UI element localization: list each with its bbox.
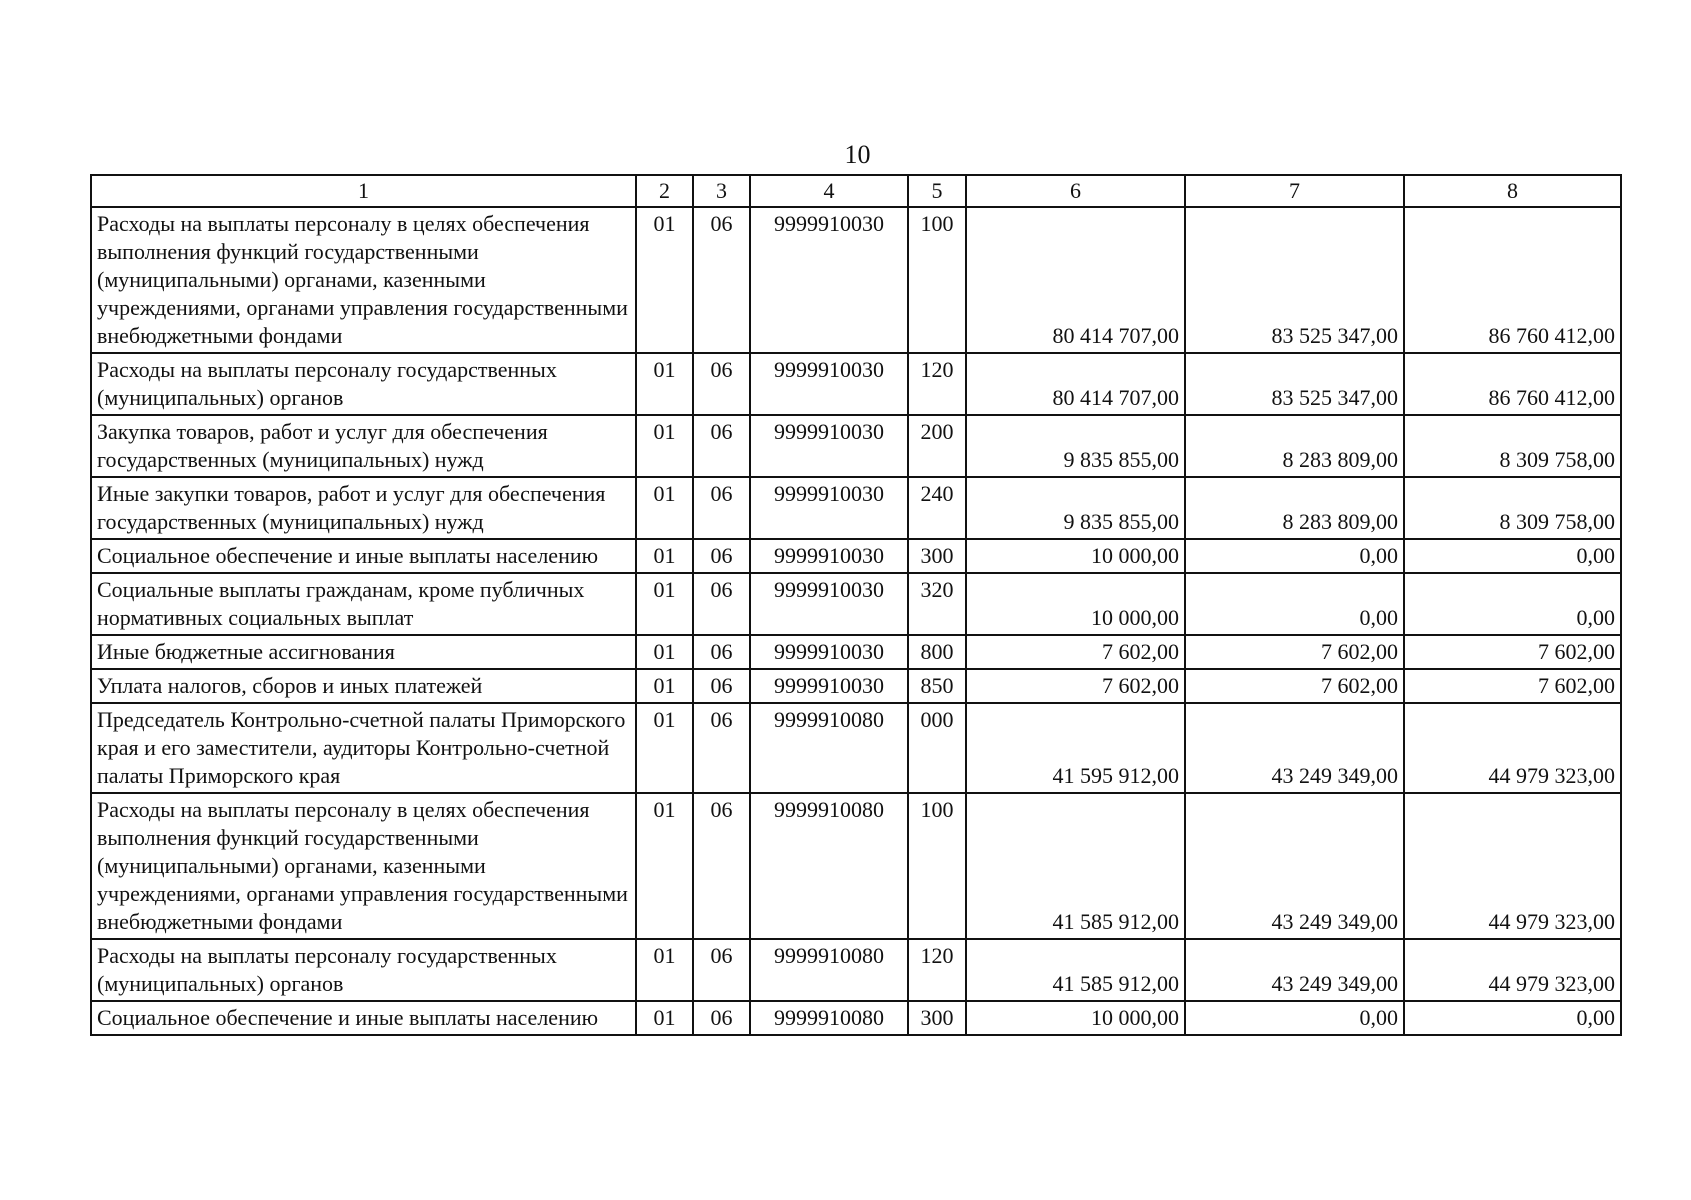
amount-col-6: 80 414 707,00 (966, 353, 1185, 415)
expense-name: Расходы на выплаты персоналу государственных (муниципальных) органов (91, 939, 636, 1001)
amount-col-8: 0,00 (1404, 573, 1621, 635)
expense-type-code: 300 (908, 539, 966, 573)
amount-col-8: 7 602,00 (1404, 669, 1621, 703)
amount-col-8: 44 979 323,00 (1404, 793, 1621, 939)
subsection-code: 06 (693, 669, 750, 703)
table-row (91, 1001, 1621, 1035)
amount-col-8: 44 979 323,00 (1404, 939, 1621, 1001)
table-header (91, 175, 1621, 207)
expense-type-code: 100 (908, 793, 966, 939)
section-code: 01 (636, 1001, 693, 1035)
amount-col-8: 0,00 (1404, 1001, 1621, 1035)
amount-col-8: 7 602,00 (1404, 635, 1621, 669)
column-header: 7 (1185, 175, 1404, 207)
subsection-code: 06 (693, 353, 750, 415)
target-article-code: 9999910080 (750, 793, 908, 939)
table-row (91, 635, 1621, 669)
expense-name: Расходы на выплаты персоналу в целях обеспечения выполнения функций государственными (муниципальными) органами, казенными учреждениями, органами управления государственными внебюджетными фондами (91, 207, 636, 353)
expense-type-code: 120 (908, 353, 966, 415)
amount-col-6: 7 602,00 (966, 635, 1185, 669)
section-code: 01 (636, 669, 693, 703)
section-code: 01 (636, 415, 693, 477)
expense-name: Закупка товаров, работ и услуг для обеспечения государственных (муниципальных) нужд (91, 415, 636, 477)
table-row (91, 353, 1621, 415)
amount-col-7: 83 525 347,00 (1185, 353, 1404, 415)
section-code: 01 (636, 539, 693, 573)
expense-type-code: 000 (908, 703, 966, 793)
expense-name: Социальные выплаты гражданам, кроме публичных нормативных социальных выплат (91, 573, 636, 635)
amount-col-7: 0,00 (1185, 539, 1404, 573)
expense-name: Социальное обеспечение и иные выплаты населению (91, 1001, 636, 1035)
section-code: 01 (636, 573, 693, 635)
section-code: 01 (636, 477, 693, 539)
target-article-code: 9999910080 (750, 1001, 908, 1035)
expense-name: Иные бюджетные ассигнования (91, 635, 636, 669)
expense-name: Председатель Контрольно-счетной палаты Приморского края и его заместители, аудиторы Контрольно-счетной палаты Приморского края (91, 703, 636, 793)
amount-col-7: 43 249 349,00 (1185, 939, 1404, 1001)
subsection-code: 06 (693, 635, 750, 669)
target-article-code: 9999910030 (750, 635, 908, 669)
amount-col-8: 86 760 412,00 (1404, 207, 1621, 353)
column-number-row (91, 175, 1621, 207)
subsection-code: 06 (693, 793, 750, 939)
amount-col-6: 10 000,00 (966, 1001, 1185, 1035)
target-article-code: 9999910030 (750, 415, 908, 477)
expense-type-code: 300 (908, 1001, 966, 1035)
target-article-code: 9999910030 (750, 669, 908, 703)
subsection-code: 06 (693, 939, 750, 1001)
amount-col-8: 86 760 412,00 (1404, 353, 1621, 415)
amount-col-7: 43 249 349,00 (1185, 703, 1404, 793)
section-code: 01 (636, 939, 693, 1001)
amount-col-8: 0,00 (1404, 539, 1621, 573)
table-row (91, 415, 1621, 477)
expense-type-code: 120 (908, 939, 966, 1001)
subsection-code: 06 (693, 573, 750, 635)
table-row (91, 703, 1621, 793)
amount-col-7: 7 602,00 (1185, 669, 1404, 703)
expense-type-code: 200 (908, 415, 966, 477)
amount-col-6: 9 835 855,00 (966, 477, 1185, 539)
amount-col-7: 0,00 (1185, 1001, 1404, 1035)
table-row (91, 669, 1621, 703)
amount-col-7: 83 525 347,00 (1185, 207, 1404, 353)
amount-col-8: 8 309 758,00 (1404, 477, 1621, 539)
column-header: 6 (966, 175, 1185, 207)
expense-name: Расходы на выплаты персоналу государственных (муниципальных) органов (91, 353, 636, 415)
expense-type-code: 100 (908, 207, 966, 353)
section-code: 01 (636, 793, 693, 939)
subsection-code: 06 (693, 207, 750, 353)
target-article-code: 9999910030 (750, 573, 908, 635)
column-header: 8 (1404, 175, 1621, 207)
expense-type-code: 850 (908, 669, 966, 703)
expense-type-code: 800 (908, 635, 966, 669)
table-body (91, 207, 1621, 1035)
table-row (91, 573, 1621, 635)
column-header: 4 (750, 175, 908, 207)
amount-col-6: 41 585 912,00 (966, 793, 1185, 939)
amount-col-6: 41 585 912,00 (966, 939, 1185, 1001)
expense-type-code: 240 (908, 477, 966, 539)
subsection-code: 06 (693, 703, 750, 793)
target-article-code: 9999910030 (750, 477, 908, 539)
expense-name: Расходы на выплаты персоналу в целях обеспечения выполнения функций государственными (муниципальными) органами, казенными учреждениями, органами управления государственными внебюджетными фондами (91, 793, 636, 939)
amount-col-7: 43 249 349,00 (1185, 793, 1404, 939)
amount-col-6: 10 000,00 (966, 539, 1185, 573)
table-row (91, 539, 1621, 573)
table-row (91, 477, 1621, 539)
target-article-code: 9999910030 (750, 207, 908, 353)
section-code: 01 (636, 207, 693, 353)
amount-col-7: 0,00 (1185, 573, 1404, 635)
amount-col-8: 8 309 758,00 (1404, 415, 1621, 477)
amount-col-6: 41 595 912,00 (966, 703, 1185, 793)
expense-name: Социальное обеспечение и иные выплаты населению (91, 539, 636, 573)
expense-name: Уплата налогов, сборов и иных платежей (91, 669, 636, 703)
amount-col-7: 7 602,00 (1185, 635, 1404, 669)
target-article-code: 9999910080 (750, 703, 908, 793)
subsection-code: 06 (693, 539, 750, 573)
page-number: 10 (844, 140, 871, 169)
target-article-code: 9999910030 (750, 539, 908, 573)
section-code: 01 (636, 353, 693, 415)
column-header: 1 (91, 175, 636, 207)
amount-col-6: 10 000,00 (966, 573, 1185, 635)
amount-col-7: 8 283 809,00 (1185, 415, 1404, 477)
amount-col-6: 7 602,00 (966, 669, 1185, 703)
amount-col-8: 44 979 323,00 (1404, 703, 1621, 793)
section-code: 01 (636, 635, 693, 669)
expense-name: Иные закупки товаров, работ и услуг для обеспечения государственных (муниципальных) нужд (91, 477, 636, 539)
section-code: 01 (636, 703, 693, 793)
table-row (91, 207, 1621, 353)
subsection-code: 06 (693, 1001, 750, 1035)
subsection-code: 06 (693, 477, 750, 539)
column-header: 3 (693, 175, 750, 207)
target-article-code: 9999910080 (750, 939, 908, 1001)
expense-type-code: 320 (908, 573, 966, 635)
target-article-code: 9999910030 (750, 353, 908, 415)
subsection-code: 06 (693, 415, 750, 477)
table-row (91, 793, 1621, 939)
column-header: 2 (636, 175, 693, 207)
amount-col-6: 80 414 707,00 (966, 207, 1185, 353)
budget-table (90, 174, 1622, 1036)
amount-col-7: 8 283 809,00 (1185, 477, 1404, 539)
column-header: 5 (908, 175, 966, 207)
amount-col-6: 9 835 855,00 (966, 415, 1185, 477)
table-row (91, 939, 1621, 1001)
